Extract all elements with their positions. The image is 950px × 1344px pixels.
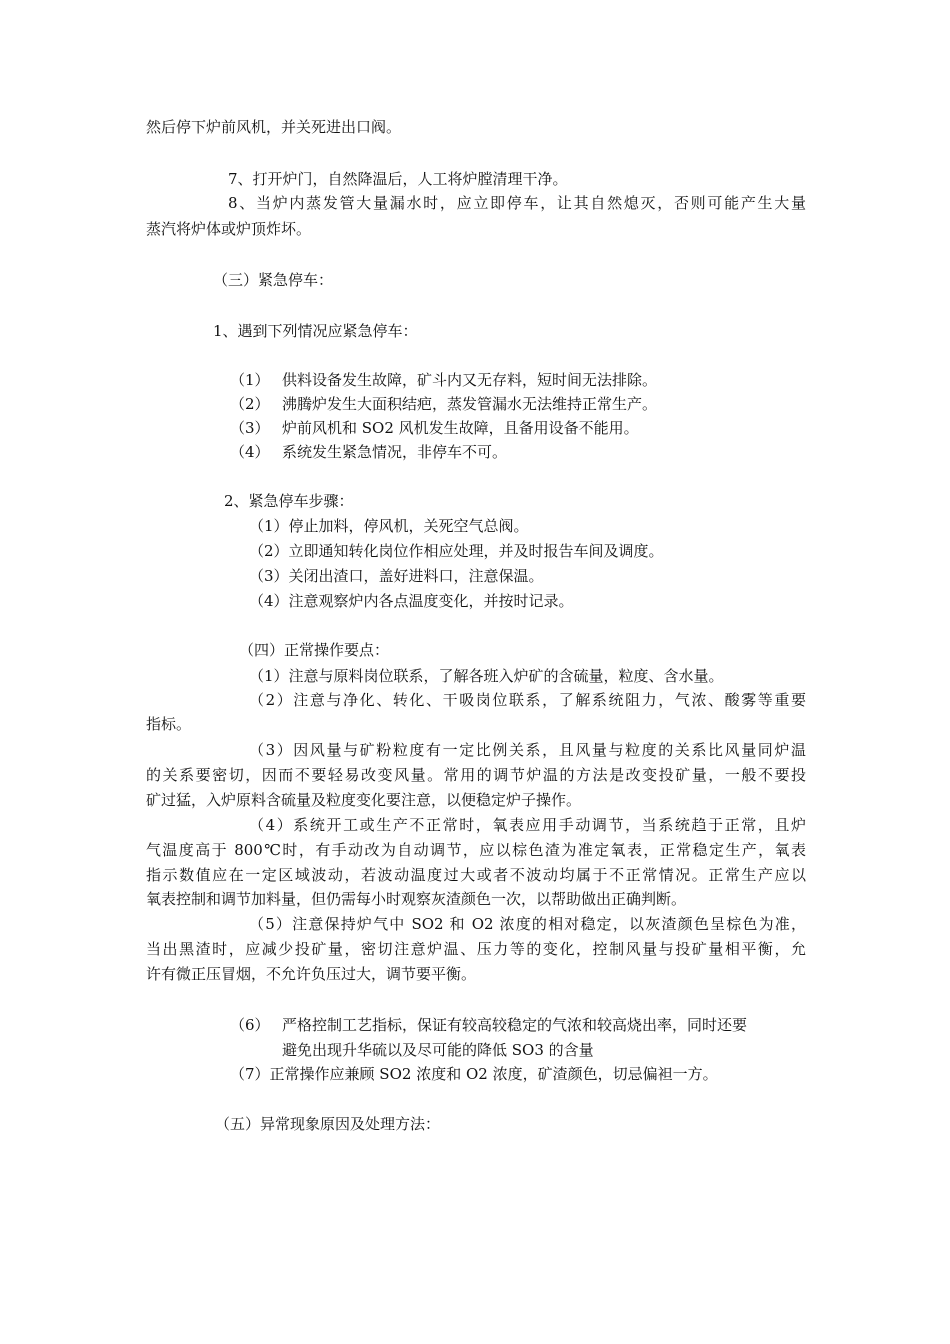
subsection-heading: 2、紧急停车步骤： (224, 492, 354, 510)
list-item (230, 418, 639, 438)
list-item (230, 442, 507, 462)
paragraph-line: 当出黑渣时，应减少投矿量，密切注意炉温、压力等的变化，控制风量与投矿量相平衡，允 (146, 940, 806, 958)
list-item: （1）注意与原料岗位联系，了解各班入炉矿的含硫量，粒度、含水量。 (249, 667, 724, 685)
list-item: （4）注意观察炉内各点温度变化，并按时记录。 (249, 592, 574, 610)
paragraph-line: 气温度高于 800℃时，有手动改为自动调节，应以棕色渣为准定氧表，正常稳定生产，氧表 (146, 841, 806, 859)
section-heading: （三）紧急停车： (213, 271, 334, 289)
list-item-number: （2） (230, 395, 270, 413)
paragraph-line: 指示数值应在一定区域波动，若波动温度过大或者不波动均属于不正常情况。正常生产应以 (146, 866, 806, 884)
list-item (230, 1015, 747, 1035)
subsection-heading: 1、遇到下列情况应紧急停车： (213, 322, 418, 340)
list-item-text: 炉前风机和 SO2 风机发生故障，且备用设备不能用。 (282, 419, 639, 437)
list-item-text: 严格控制工艺指标，保证有较高较稳定的气浓和较高烧出率，同时还要 (282, 1016, 748, 1034)
list-item-text: 系统发生紧急情况，非停车不可。 (282, 443, 508, 461)
list-item (230, 394, 657, 414)
list-item: （3）关闭出渣口，盖好进料口，注意保温。 (249, 567, 544, 585)
list-item: （7）正常操作应兼顾 SO2 浓度和 O2 浓度，矿渣颜色，切忌偏袒一方。 (230, 1065, 718, 1083)
paragraph-line: （5）注意保持炉气中 SO2 和 O2 浓度的相对稳定，以灰渣颜色呈棕色为准， (249, 915, 806, 933)
paragraph-line: 蒸汽将炉体或炉顶炸坏。 (146, 220, 312, 238)
list-item: （1）停止加料，停风机，关死空气总阀。 (249, 517, 529, 535)
paragraph-line: 指标。 (146, 715, 192, 733)
list-item-number: （4） (230, 443, 270, 461)
paragraph-line: 矿过猛，入炉原料含硫量及粒度变化要注意，以便稳定炉子操作。 (146, 791, 582, 809)
paragraph-line: 许有微正压冒烟，不允许负压过大，调节要平衡。 (146, 965, 477, 983)
list-item-number: （6） (230, 1016, 270, 1034)
list-item: （2）立即通知转化岗位作相应处理，并及时报告车间及调度。 (249, 542, 664, 560)
paragraph-line: 8、当炉内蒸发管大量漏水时，应立即停车，让其自然熄灭，否则可能产生大量 (228, 194, 806, 212)
paragraph-line: （2）注意与净化、转化、干吸岗位联系，了解系统阻力，气浓、酸雾等重要 (249, 691, 806, 709)
paragraph-line: 然后停下炉前风机，并关死进出口阀。 (146, 118, 402, 136)
list-item-text: 沸腾炉发生大面积结疤，蒸发管漏水无法维持正常生产。 (282, 395, 658, 413)
section-heading: （四）正常操作要点： (239, 641, 390, 659)
list-item-text: 供料设备发生故障，矿斗内又无存料，短时间无法排除。 (282, 371, 658, 389)
paragraph-line: （4）系统开工或生产不正常时，氧表应用手动调节，当系统趋于正常，且炉 (249, 816, 806, 834)
section-heading: （五）异常现象原因及处理方法： (215, 1115, 441, 1133)
paragraph-line: 避免出现升华硫以及尽可能的降低 SO3 的含量 (282, 1041, 594, 1059)
paragraph-line: （3）因风量与矿粉粒度有一定比例关系，且风量与粒度的关系比风量同炉温 (249, 741, 806, 759)
paragraph-line: 氧表控制和调节加料量，但仍需每小时观察灰渣颜色一次，以帮助做出正确判断。 (146, 890, 687, 908)
list-item (230, 370, 657, 390)
list-item-number: （1） (230, 371, 270, 389)
paragraph-line: 7、打开炉门，自然降温后，人工将炉膛清理干净。 (228, 170, 568, 188)
list-item-number: （3） (230, 419, 270, 437)
paragraph-line: 的关系要密切，因而不要轻易改变风量。常用的调节炉温的方法是改变投矿量，一般不要投 (146, 766, 806, 784)
